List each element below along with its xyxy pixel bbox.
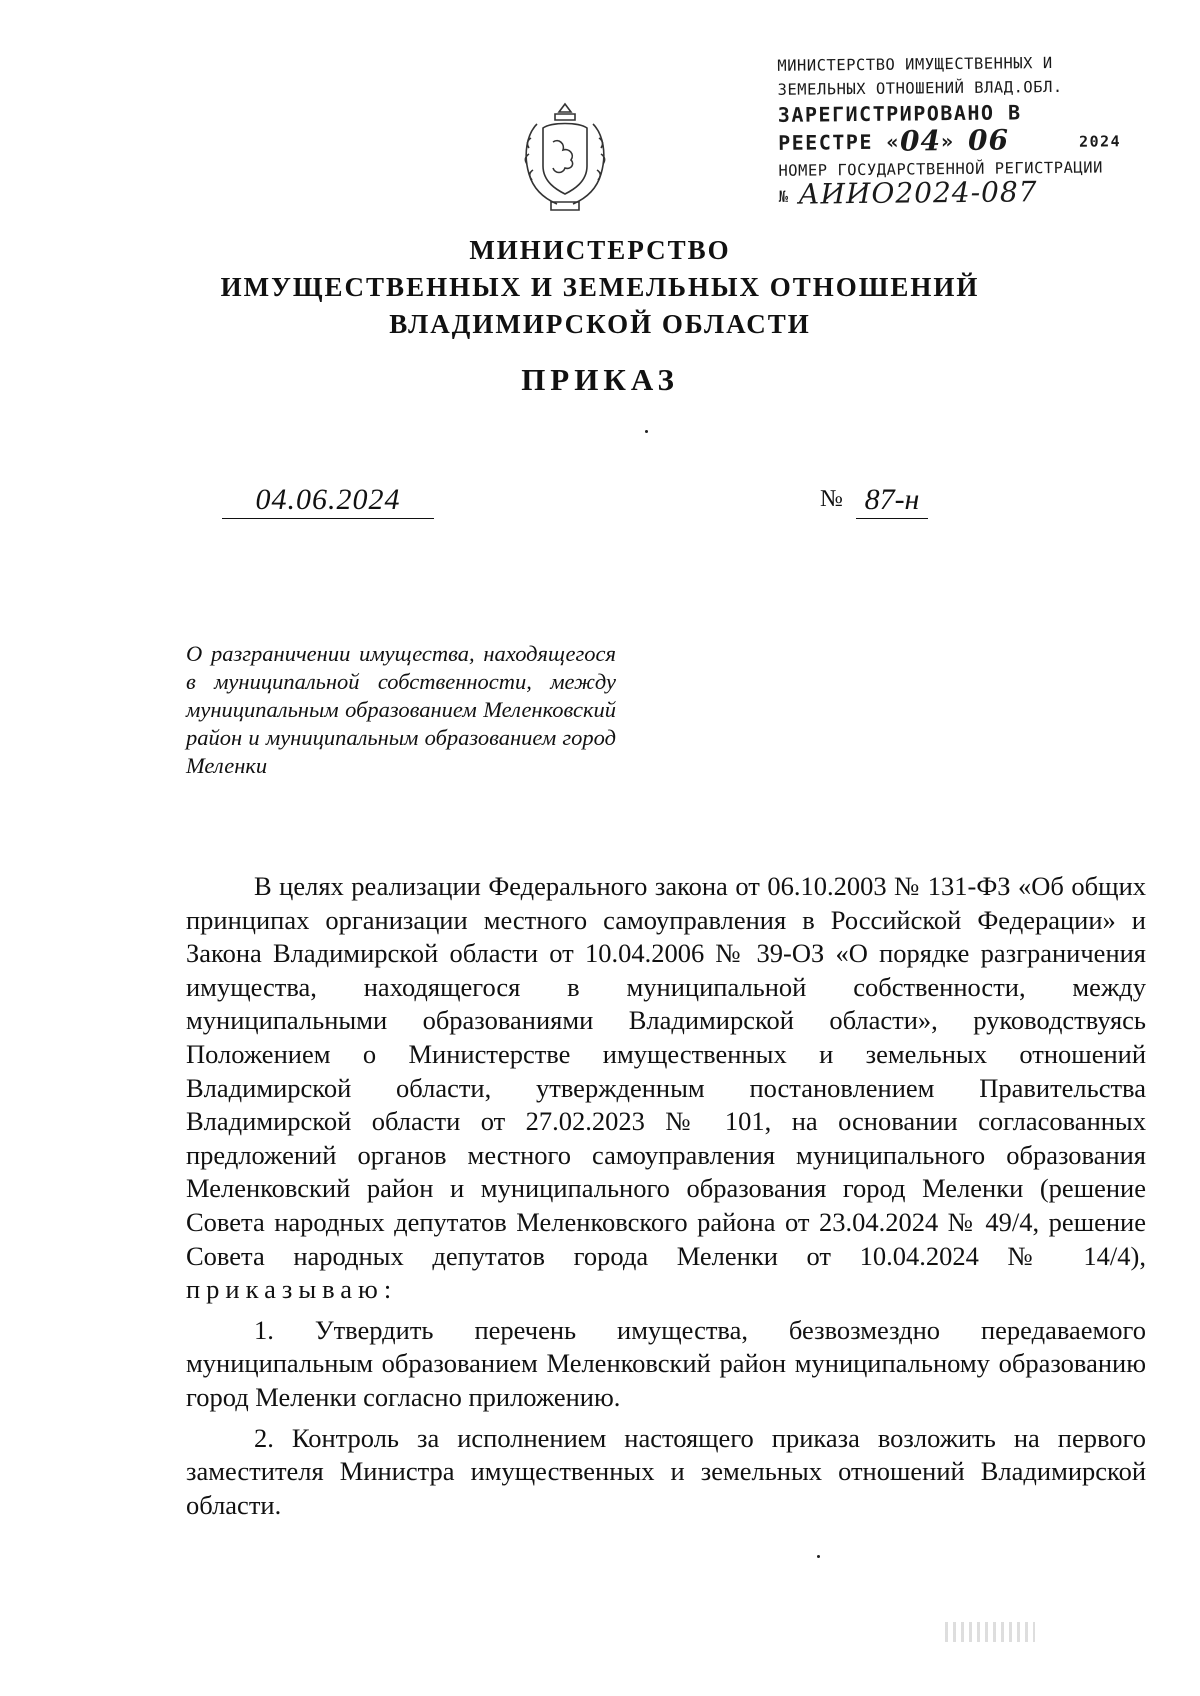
document-type: ПРИКАЗ <box>521 362 679 397</box>
preamble-paragraph <box>186 870 1146 1307</box>
stamp-registry-prefix: РЕЕСТРЕ « <box>778 129 901 155</box>
org-name-line-2: ИМУЩЕСТВЕННЫХ И ЗЕМЕЛЬНЫХ ОТНОШЕНИЙ <box>220 272 980 302</box>
stamp-line-registry-date <box>778 125 1138 159</box>
number-symbol: № <box>820 486 843 512</box>
order-item-2: 2. Контроль за исполнением настоящего приказа возложить на первого заместителя Министра имущественных и земельных отношений Владимирской области. <box>186 1422 1146 1520</box>
registration-stamp <box>777 50 1139 209</box>
stamp-registry-mid: » <box>940 129 955 154</box>
stamp-registry-day: 04 <box>899 124 942 158</box>
order-item-1: 1. Утвердить перечень имущества, безвозмездно передаваемого муниципальным образованием Меленковский район муниципальному образованию город Меленки согласно приложению. <box>186 1314 1146 1412</box>
stamp-registry-year: 2024 <box>1078 132 1122 151</box>
org-name-line-3: ВЛАДИМИРСКОЙ ОБЛАСТИ <box>389 309 811 339</box>
stamp-line-registration-label: НОМЕР ГОСУДАРСТВЕННОЙ РЕГИСТРАЦИИ <box>778 158 1103 180</box>
faint-bottom-mark <box>945 1622 1035 1642</box>
org-name-line-1: МИНИСТЕРСТВО <box>469 235 731 265</box>
order-word: приказываю: <box>186 1274 398 1305</box>
order-number: 87-н <box>856 478 928 519</box>
stamp-line-registered: ЗАРЕГИСТРИРОВАНО В <box>777 100 1022 127</box>
stray-mark <box>645 430 648 433</box>
preamble-text: В целях реализации Федерального закона от 06.10.2003 № 131-ФЗ «Об общих принципах организации местного самоуправления в Российской Федерации» и Закона Владимирской области от 10.04.2006 № 39-ОЗ «О порядке разграничения имущества, находящегося в муниципальной собственности, между муниципальными образованиями Владимирской области», руководствуясь Положением о Министерстве имущественных и земельных отношений Владимирской области, утвержденным постановлением Правительства Владимирской области от 27.02.2023 № 101, на основании согласованных предложений органов местного самоуправления муниципального образования Меленковский район и муниципального образования город Меленки (решение Совета народных депутатов Меленковского района от 23.04.2024 № 49/4, решение Совета народных депутатов города Меленки от 10.04.2024 № 14/4), <box>186 871 1146 1271</box>
stamp-line-registration-number <box>778 175 1139 211</box>
stamp-line-ministry: МИНИСТЕРСТВО ИМУЩЕСТВЕННЫХ И <box>777 54 1053 75</box>
stamp-registry-month: 06 <box>967 123 1010 157</box>
stray-mark-bottom <box>817 1555 820 1558</box>
stamp-number-handwritten: АИИО2024-087 <box>798 175 1038 211</box>
organization-name <box>100 232 1100 343</box>
order-body <box>186 870 1146 1522</box>
order-date: 04.06.2024 <box>222 478 434 519</box>
stamp-number-prefix: № <box>778 187 789 206</box>
order-subject: О разграничении имущества, находящегося в муниципальной собственности, между муниципальным образованием Меленковский район и муниципальным образованием город Меленки <box>186 641 616 778</box>
stamp-line-relations: ЗЕМЕЛЬНЫХ ОТНОШЕНИЙ ВЛАД.ОБЛ. <box>777 77 1063 99</box>
coat-of-arms-icon <box>515 98 615 216</box>
